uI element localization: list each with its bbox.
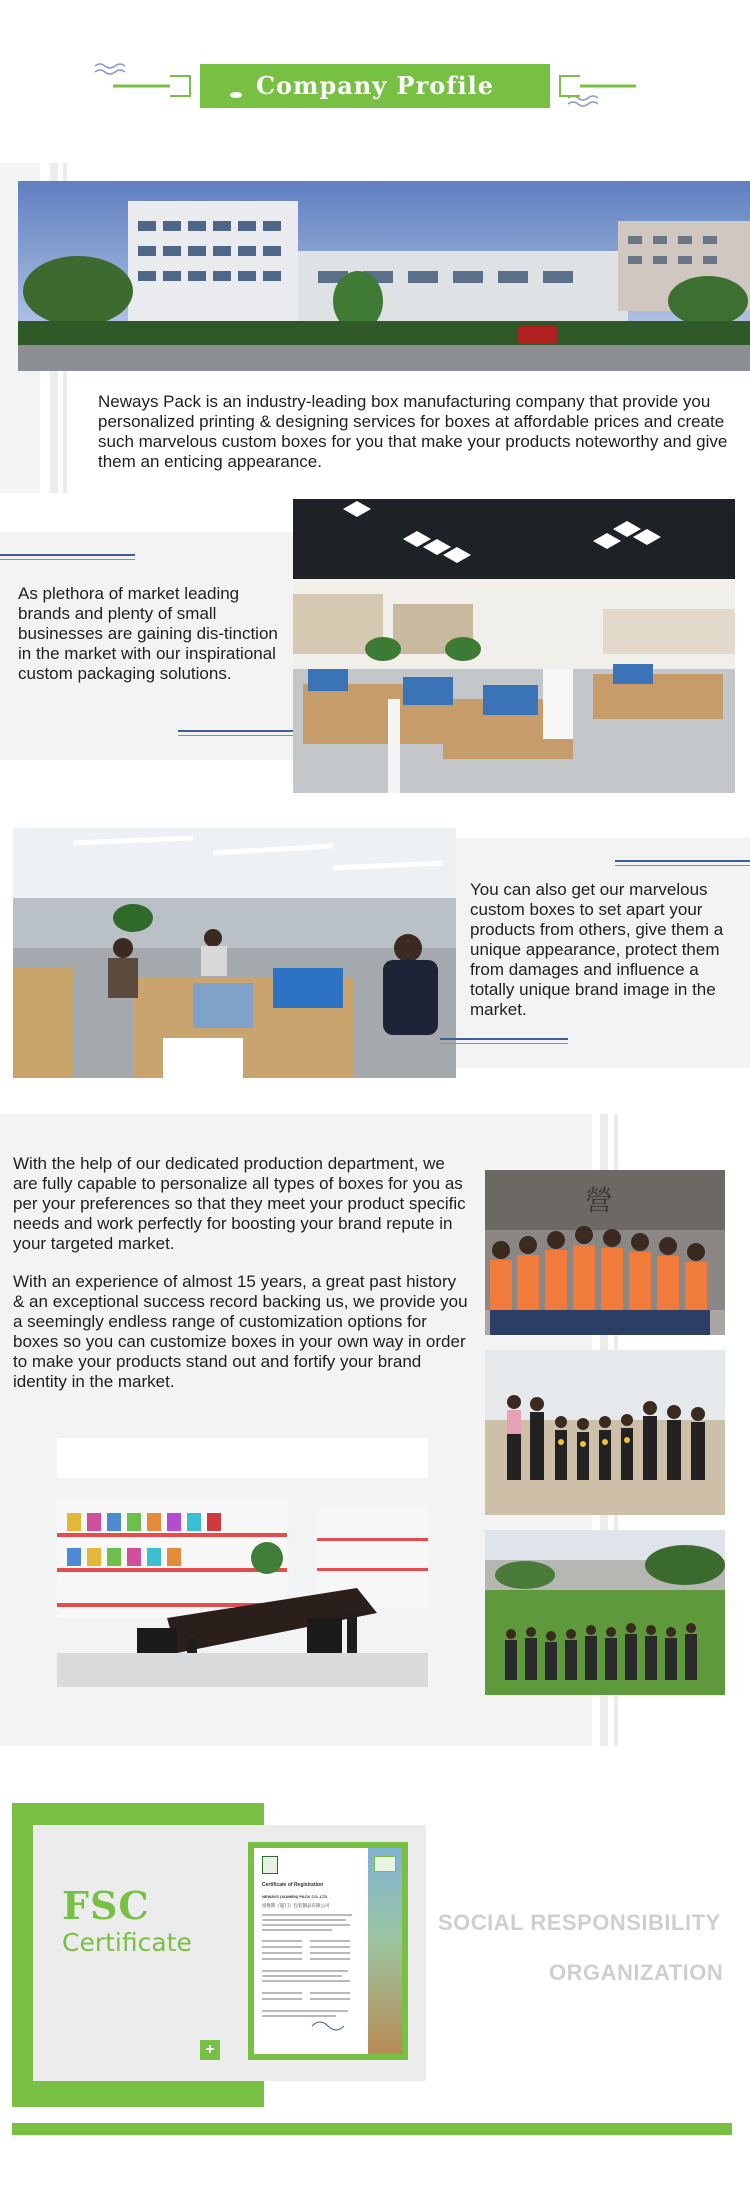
section2-bottom-bar [178, 730, 308, 732]
certificate-doc-title: Certificate of Registration [262, 1882, 324, 1888]
team-beach-photo [485, 1350, 725, 1515]
certificate-doc-company-cn: 纽维斯（厦门）包装制品有限公司 [262, 1903, 330, 1908]
page-title: Company Profile [255, 71, 495, 100]
certificate-paper [254, 1848, 402, 2054]
section1-text: Neways Pack is an industry-leading box manufacturing company that provide you personalized printing & designing services for boxes at affordable prices and create such marvelous custom boxes for you that make your products noteworthy and give them an enticing appearance. [98, 392, 728, 471]
certificate-side-strip [368, 1848, 402, 2054]
section4-text-1: With the help of our dedicated production department, we are fully capable to personalize all types of boxes for you as per your preferences so that they meet your product specific needs and work perfectly for boosting your brand repute in your targeted market. [13, 1154, 466, 1253]
certificate-document[interactable] [248, 1842, 408, 2060]
fsc-heading: FSC [62, 1883, 150, 1928]
section3-text: You can also get our marvelous custom boxes to set apart your products from others, give them a unique appearance, protect them from damages and influence a totally unique brand image in the market. [470, 880, 724, 1019]
team-lawn-photo [485, 1530, 725, 1695]
team-working-office-photo [13, 828, 456, 1078]
certificate-doc-company: NEWAYS (XIAMEN) PACK CO.,LTD [262, 1894, 328, 1899]
section3-top-bar-thin [615, 865, 750, 866]
certificate-badge-icon [374, 1856, 396, 1872]
section3-bottom-bar [440, 1038, 568, 1040]
team-group-photo-orange [485, 1170, 725, 1335]
section2-text: As plethora of market leading brands and plenty of small businesses are gaining dis-tinction in the market with our inspirational custom packaging solutions. [18, 584, 278, 683]
section2-top-bar-thin [0, 559, 135, 560]
showroom-meeting-photo [57, 1438, 428, 1687]
section3-top-bar [615, 860, 750, 862]
certificate-text-lines [262, 1914, 358, 2044]
fsc-logo-icon [262, 1856, 278, 1874]
section2-bottom-bar-thin [178, 735, 308, 736]
section3-bottom-bar-thin [440, 1043, 568, 1044]
expand-plus-button[interactable]: + [200, 2040, 220, 2060]
svg-text:營: 營 [585, 1184, 614, 1217]
factory-building-photo [18, 181, 750, 371]
social-responsibility-heading: SOCIAL RESPONSIBILITY [438, 1910, 721, 1935]
organization-heading: ORGANIZATION [549, 1960, 724, 1985]
section2-top-bar [0, 554, 135, 556]
footer-green-bar [12, 2123, 732, 2135]
office-workspace-photo [293, 499, 735, 793]
section4-text-2: With an experience of almost 15 years, a great past history & an exceptional success record backing us, we provide you a seemingly endless range of customization options for boxes so you can customize boxes in your own way in order to make your products stand out and fortify your brand identity in the market. [13, 1272, 468, 1391]
certificate-label: Certificate [62, 1928, 192, 1957]
